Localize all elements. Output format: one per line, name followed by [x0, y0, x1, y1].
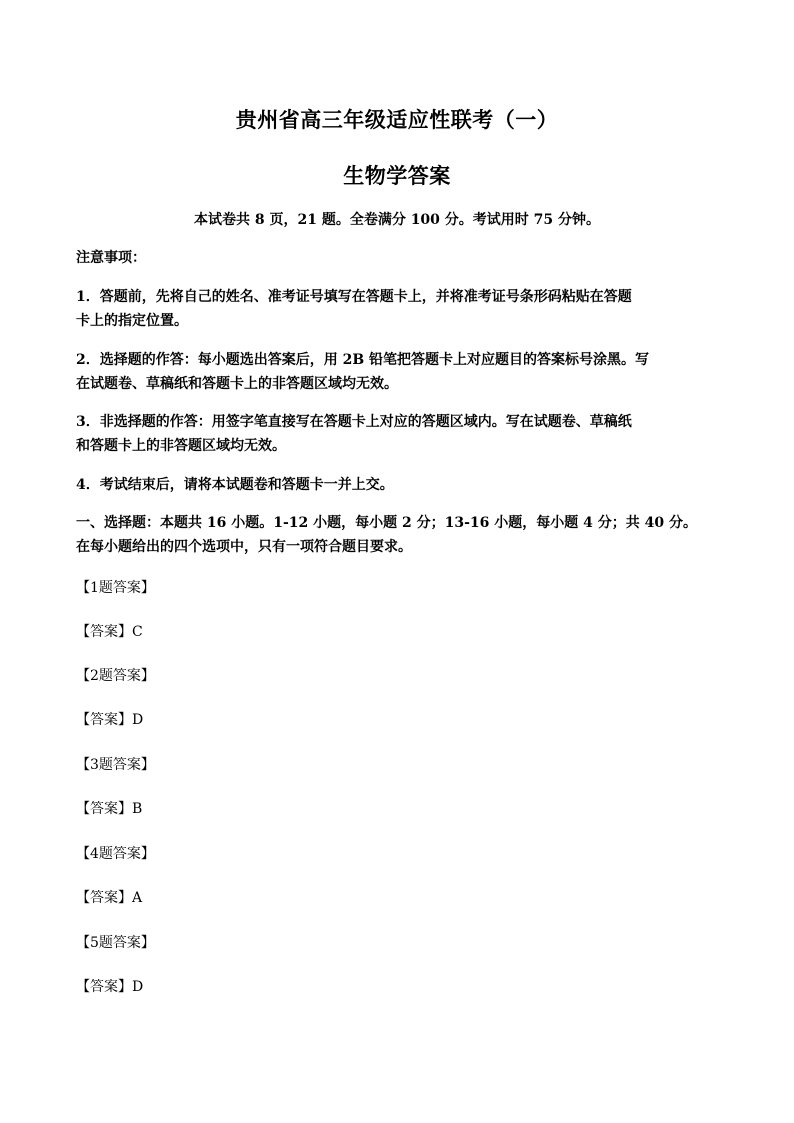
- document-subtitle: 生物学答案: [343, 163, 451, 188]
- section-1-heading-line-1: 一、选择题：本题共 16 小题。1-12 小题，每小题 2 分；13-16 小题，每小题 4 分；共 40 分。: [76, 515, 697, 531]
- question-answer: 【答案】D: [76, 979, 144, 995]
- note-item-1-line-1: 1．答题前，先将自己的姓名、准考证号填写在答题卡上，并将准考证号条形码粘贴在答题: [76, 289, 632, 305]
- question-answer: 【答案】A: [76, 890, 143, 906]
- note-item-1-line-2: 卡上的指定位置。: [76, 313, 188, 329]
- note-item-2-line-1: 2．选择题的作答：每小题选出答案后，用 2B 铅笔把答题卡上对应题目的答案标号涂黑。写: [76, 352, 650, 368]
- question-label: 【2题答案】: [76, 668, 155, 684]
- note-item-3-line-2: 和答题卡上的非答题区域均无效。: [76, 438, 286, 454]
- question-label: 【3题答案】: [76, 757, 155, 773]
- document-title: 贵州省高三年级适应性联考（一）: [235, 107, 559, 132]
- question-answer: 【答案】C: [76, 624, 143, 640]
- question-answer: 【答案】B: [76, 801, 143, 817]
- question-label: 【4题答案】: [76, 846, 155, 862]
- question-answer: 【答案】D: [76, 712, 144, 728]
- question-label: 【5题答案】: [76, 935, 155, 951]
- exam-info: 本试卷共 8 页，21 题。全卷满分 100 分。考试用时 75 分钟。: [193, 212, 601, 228]
- note-item-2-line-2: 在试题卷、草稿纸和答题卡上的非答题区域均无效。: [76, 376, 398, 392]
- note-item-4: 4．考试结束后，请将本试题卷和答题卡一并上交。: [76, 477, 394, 493]
- section-1-heading-line-2: 在每小题给出的四个选项中，只有一项符合题目要求。: [76, 539, 412, 555]
- note-item-3-line-1: 3．非选择题的作答：用签字笔直接写在答题卡上对应的答题区域内。写在试题卷、草稿纸: [76, 414, 632, 430]
- notes-heading: 注意事项：: [76, 250, 146, 266]
- question-label: 【1题答案】: [76, 580, 155, 596]
